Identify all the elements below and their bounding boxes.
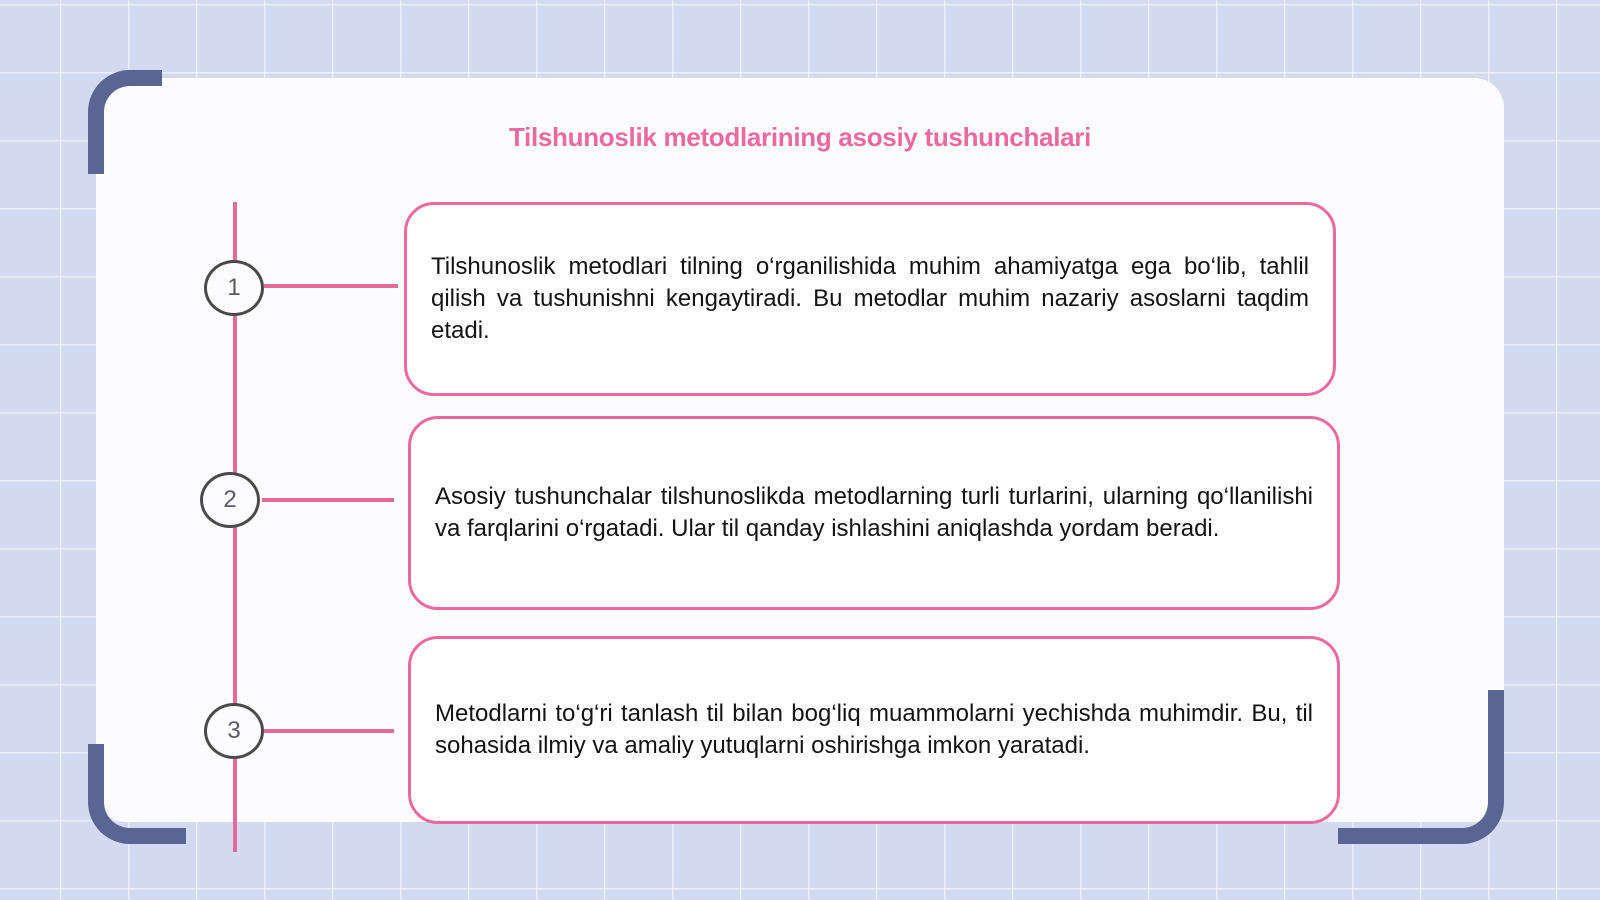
step-number-badge xyxy=(200,472,260,528)
step-text: Metodlarni to‘g‘ri tanlash til bilan bog‘liq muammolarni yechishda muhimdir. Bu, til sohasida ilmiy va amaliy yutuqlarni oshirishga imkon yaratadi. xyxy=(435,700,1313,759)
timeline-connector xyxy=(264,729,394,733)
timeline-connector xyxy=(264,284,398,288)
step-number: 2 xyxy=(223,486,237,513)
frame-corner-bottom-left xyxy=(88,744,186,844)
step-number: 1 xyxy=(227,274,241,301)
frame-corner-bottom-right xyxy=(1338,690,1504,844)
timeline-connector xyxy=(262,498,394,502)
step-card xyxy=(408,416,1340,610)
slide-title: Tilshunoslik metodlarining asosiy tushunchalari xyxy=(508,122,1092,152)
step-text: Asosiy tushunchalar tilshunoslikda metodlarning turli turlarini, ularning qo‘llanilishi va farqlarini o‘rgatadi. Ular til qanday ishlashini aniqlashda yordam beradi. xyxy=(435,483,1313,542)
step-number: 3 xyxy=(227,717,241,744)
step-text: Tilshunoslik metodlari tilning o‘rganilishida muhim ahamiyatga ega bo‘lib, tahlil qilish va tushunishni kengaytiradi. Bu metodlar muhim nazariy asoslarni taqdim etadi. xyxy=(431,253,1309,344)
step-card xyxy=(408,636,1340,824)
step-card xyxy=(404,202,1336,396)
step-number-badge xyxy=(204,703,264,759)
step-number-badge xyxy=(204,260,264,316)
